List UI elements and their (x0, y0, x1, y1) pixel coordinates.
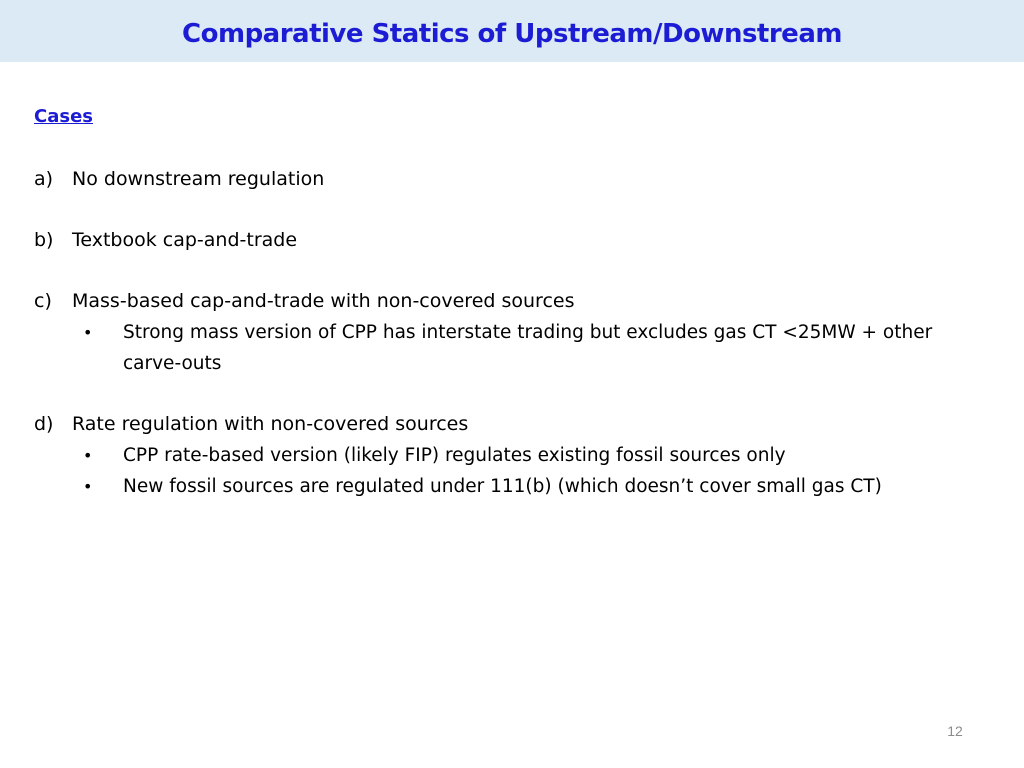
case-marker: d) (34, 413, 54, 435)
slide-number: 12 (947, 723, 963, 739)
case-item (34, 164, 994, 195)
case-text: Mass-based cap-and-trade with non-covered sources (72, 290, 575, 312)
sub-bullet-text: CPP rate-based version (likely FIP) regulates existing fossil sources only (123, 445, 786, 466)
case-item (34, 286, 994, 379)
case-list (34, 164, 994, 502)
case-text: Rate regulation with non-covered sources (72, 413, 469, 435)
case-text: Textbook cap-and-trade (72, 229, 298, 251)
sub-bullet-text: New fossil sources are regulated under 111(b) (which doesn’t cover small gas CT) (123, 476, 882, 497)
sub-bullet-item (72, 317, 994, 379)
case-text: No downstream regulation (72, 168, 325, 190)
sub-bullet-item (72, 471, 994, 502)
slide-title: Comparative Statics of Upstream/Downstream (182, 19, 842, 49)
sub-bullet-item (72, 440, 994, 471)
case-item (34, 409, 994, 502)
sub-bullet-list (72, 317, 994, 379)
sub-bullet-text: Strong mass version of CPP has interstate trading but excludes gas CT <25MW + other carve-outs (123, 322, 933, 374)
bullet-icon: • (83, 477, 93, 496)
slide-body (34, 103, 994, 502)
case-item (34, 225, 994, 256)
bullet-icon: • (83, 323, 93, 342)
case-marker: b) (34, 229, 54, 251)
case-marker: a) (34, 168, 54, 190)
sub-bullet-list (72, 440, 994, 502)
bullet-icon: • (83, 446, 93, 465)
title-bar (0, 0, 1024, 62)
case-marker: c) (34, 290, 52, 312)
section-heading: Cases (34, 106, 93, 127)
